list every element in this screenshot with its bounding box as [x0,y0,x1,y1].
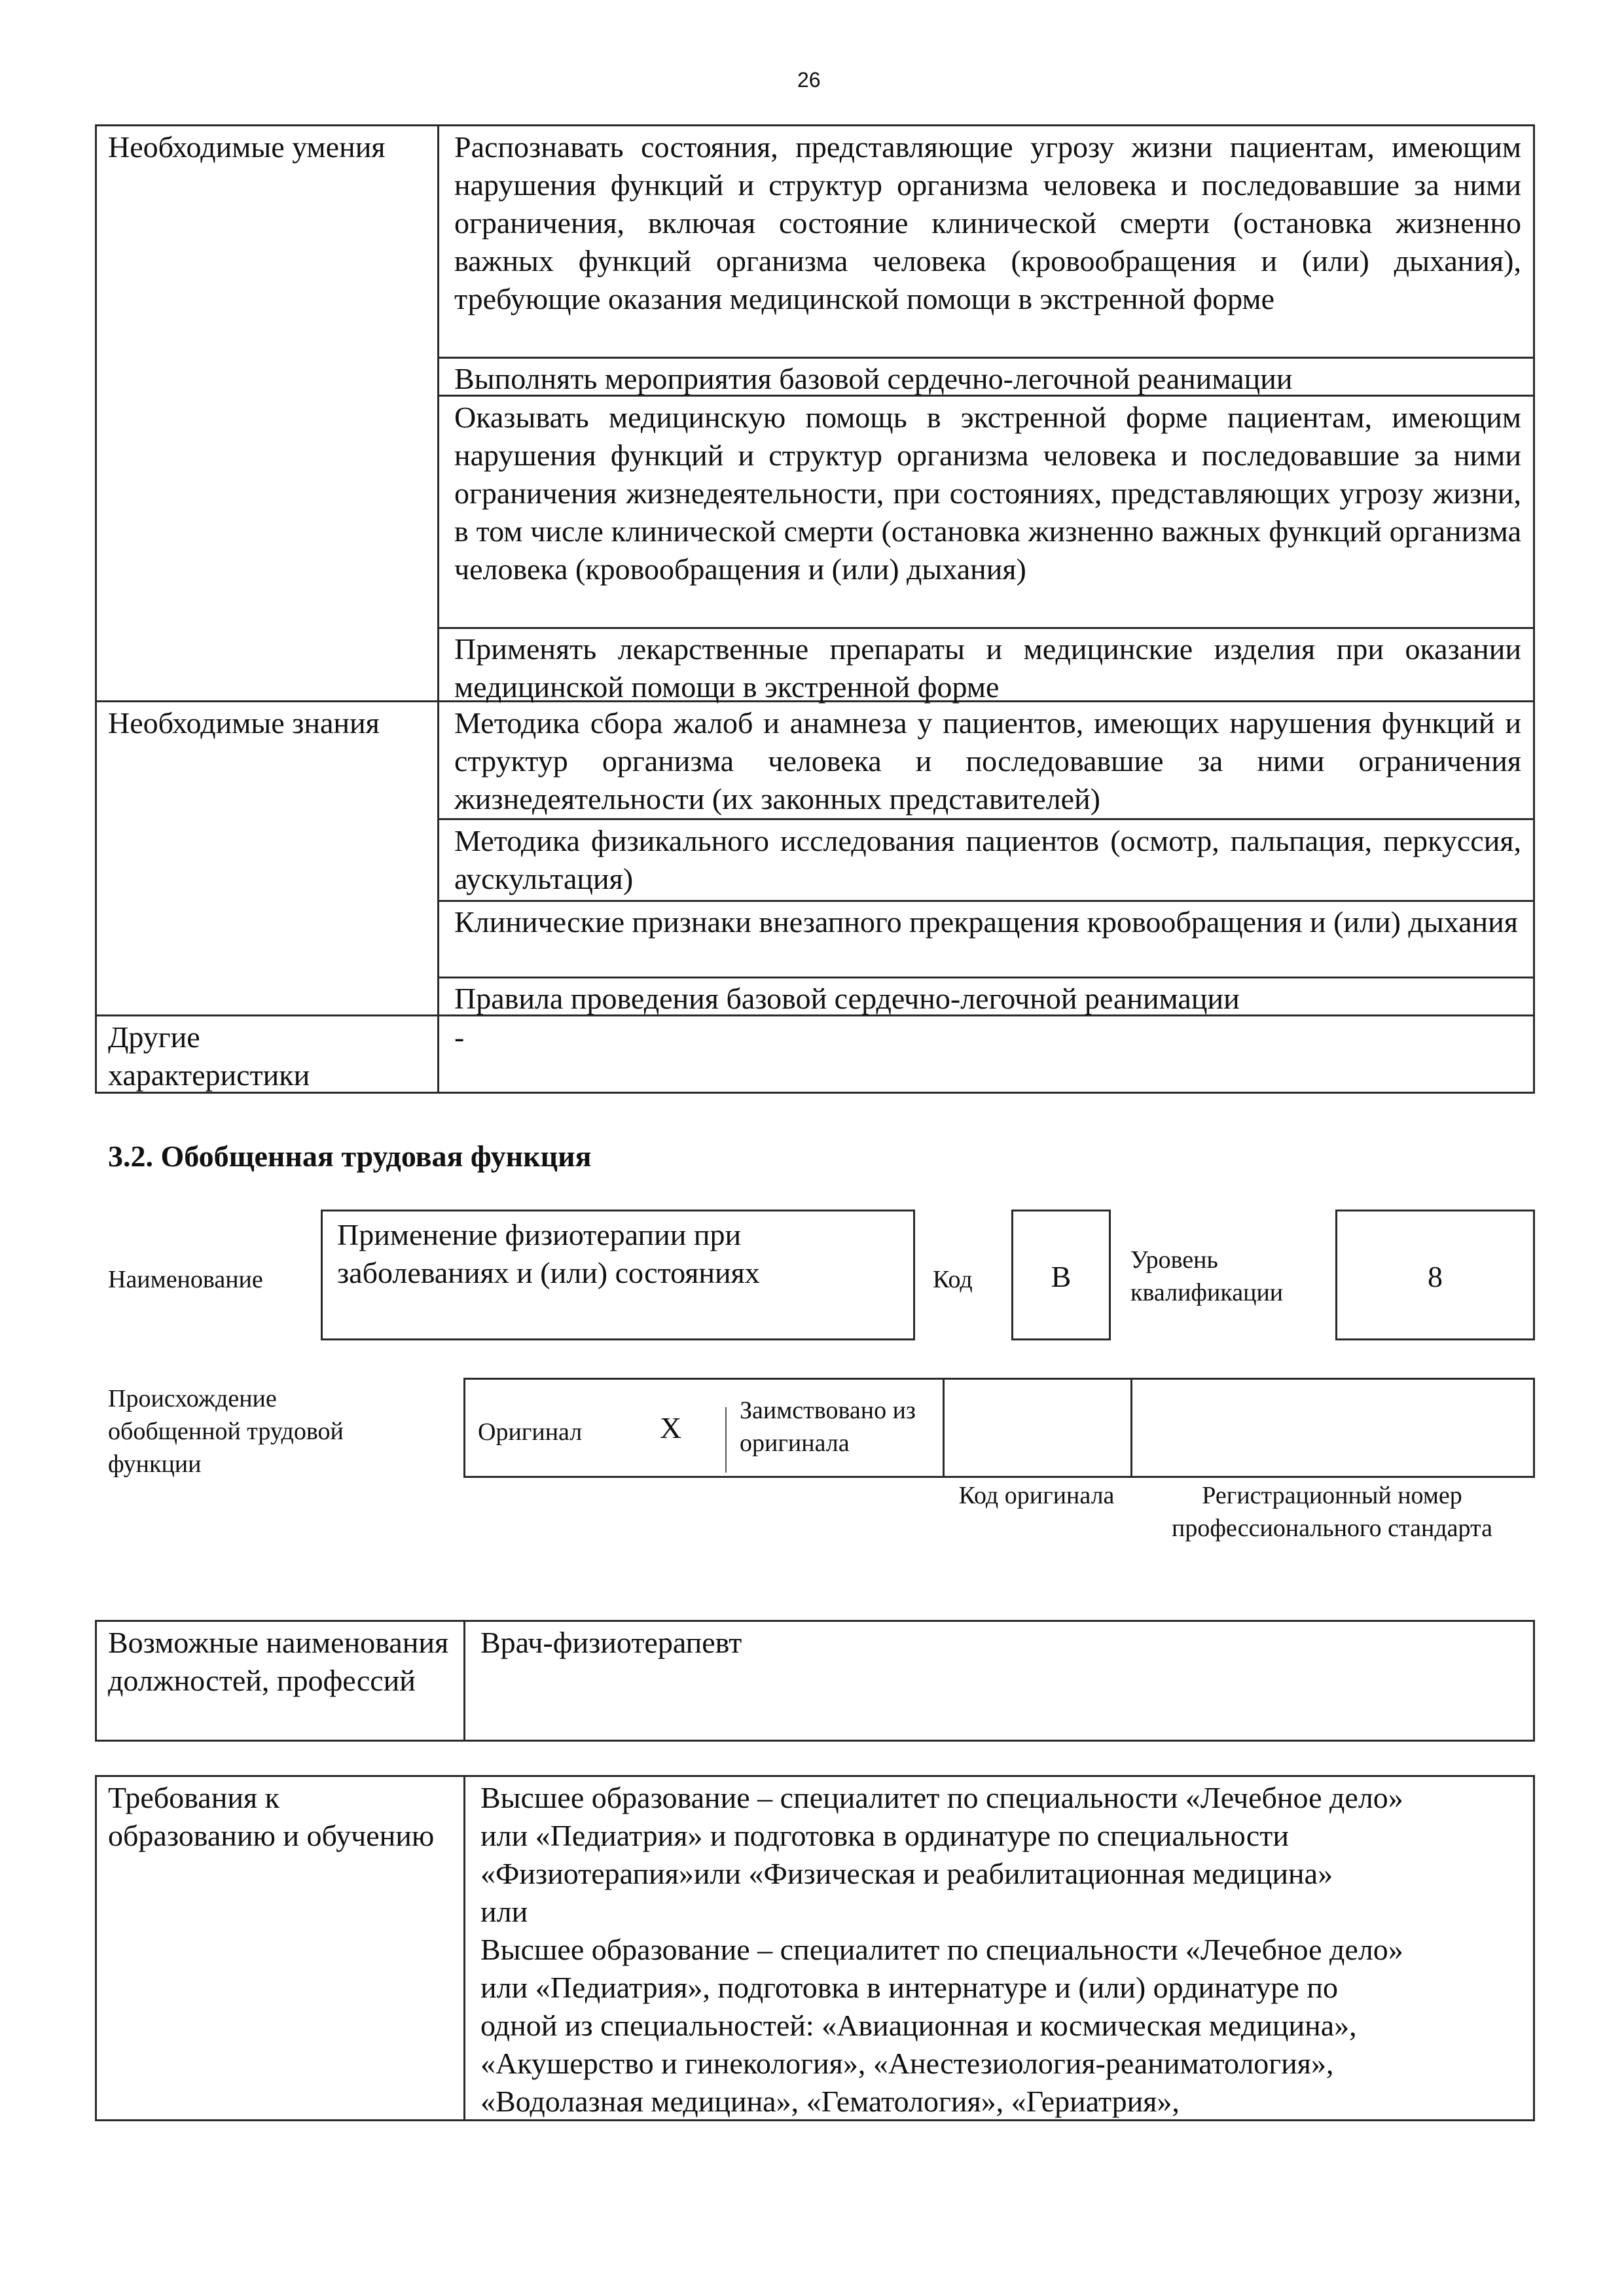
table-border [95,1740,1535,1742]
table-border [463,1775,465,2121]
box-border [463,1378,1535,1380]
code-value: B [1051,1260,1072,1293]
knowledge-item: Методика физикального исследования пациентов (осмотр, пальпация, перкуссия, аускультация) [454,824,1521,895]
knowledge-item: Клинические признаки внезапного прекращения кровообращения и (или) дыхания [454,905,1518,939]
positions-label: Возможные наименования должностей, профессий [108,1626,449,1697]
box-border [321,1210,323,1340]
education-line: «Акушерство и гинекология», «Анестезиология-реаниматология», [480,2047,1334,2080]
registration-number-caption: Регистрационный номер профессионального стандарта [1172,1482,1492,1542]
other-characteristics-label: Другие характеристики [108,1020,310,1092]
origin-label: Происхождение обобщенной трудовой функции [108,1385,344,1478]
page-number: 26 [797,68,821,92]
table-column-divider [437,124,439,1093]
box-divider [1130,1378,1132,1478]
skills-label: Необходимые умения [108,130,386,164]
education-line: Высшее образование – специалитет по специальности «Лечебное дело» [480,1933,1403,1966]
table-border [95,1775,1535,1777]
original-code-caption: Код оригинала [958,1482,1115,1509]
box-border [1335,1338,1535,1340]
education-label: Требования к образованию и обучению [108,1781,435,1852]
box-divider [725,1407,727,1473]
box-border [463,1476,1535,1478]
box-border [1011,1338,1111,1340]
row-divider [437,818,1535,820]
knowledge-item: Правила проведения базовой сердечно-легочной реанимации [454,982,1240,1015]
level-label: Уровень квалификации [1130,1246,1284,1306]
box-border [1011,1210,1111,1211]
name-value: Применение физиотерапии при заболеваниях и (или) состояниях [337,1218,760,1289]
section-heading: 3.2. Обобщенная трудовая функция [108,1139,592,1173]
code-label: Код [933,1266,973,1293]
table-bottom-border [95,1092,1535,1094]
table-left-border [95,124,97,1093]
table-top-border [95,124,1535,126]
education-line: «Физиотерапия»или «Физическая и реабилитационная медицина» [480,1857,1333,1890]
education-requirements [480,1779,1528,2121]
education-line: «Водолазная медицина», «Гематология», «Гериатрия», [480,2085,1180,2118]
row-divider [437,977,1535,978]
education-line: или «Педиатрия» и подготовка в ординатуре по специальности [480,1819,1289,1852]
education-line: или «Педиатрия», подготовка в интернатуре и (или) ординатуре по [480,1971,1338,2004]
box-border [1533,1378,1535,1478]
box-border [321,1338,915,1340]
borrowed-label: Заимствовано из оригинала [740,1397,916,1457]
skill-item: Применять лекарственные препараты и медицинские изделия при оказании медицинской помощи в экстренной форме [454,632,1521,704]
education-line: или [480,1895,528,1928]
level-value: 8 [1428,1260,1443,1293]
table-right-border [1533,124,1535,1093]
row-divider [437,357,1535,359]
other-characteristics-value: - [454,1020,465,1054]
box-border [321,1210,915,1211]
education-line: одной из специальностей: «Авиационная и космическая медицина», [480,2009,1357,2042]
table-border [463,1620,465,1742]
table-border [1533,1775,1535,2121]
box-border [913,1210,915,1340]
table-border [95,1775,97,2121]
box-divider [943,1378,945,1478]
box-border [463,1378,465,1478]
row-divider [437,900,1535,902]
row-divider [437,627,1535,629]
name-label: Наименование [108,1266,263,1293]
positions-value: Врач-физиотерапевт [480,1626,742,1659]
table-border [95,1620,97,1742]
knowledge-label: Необходимые знания [108,706,380,740]
original-label: Оригинал [478,1418,583,1446]
original-mark: X [660,1411,682,1444]
table-border [1533,1620,1535,1742]
skill-item: Выполнять мероприятия базовой сердечно-легочной реанимации [454,362,1293,395]
education-line: Высшее образование – специалитет по специальности «Лечебное дело» [480,1781,1403,1814]
box-border [1335,1210,1535,1211]
table-border [95,1620,1535,1622]
knowledge-item: Методика сбора жалоб и анамнеза у пациентов, имеющих нарушения функций и структур организма человека и последовавшие за ними ограничения жизнедеятельности (их законных представителей) [454,706,1521,816]
skill-item: Оказывать медицинскую помощь в экстренной форме пациентам, имеющим нарушения функций и структур организма человека и последовавшие за ними ограничения жизнедеятельности, при состояниях, представляющих угрозу жизни, в том числе клинической смерти (остановка жизненно важных функций организма человека (кровообращения и (или) дыхания) [454,401,1521,586]
skill-item: Распознавать состояния, представляющие угрозу жизни пациентам, имеющим нарушения функций и структур организма человека и последовавшие за ними ограничения, включая состояние клинической смерти (остановка жизненно важных функций организма человека (кровообращения и (или) дыхания), требующие оказания медицинской помощи в экстренной форме [454,130,1521,315]
